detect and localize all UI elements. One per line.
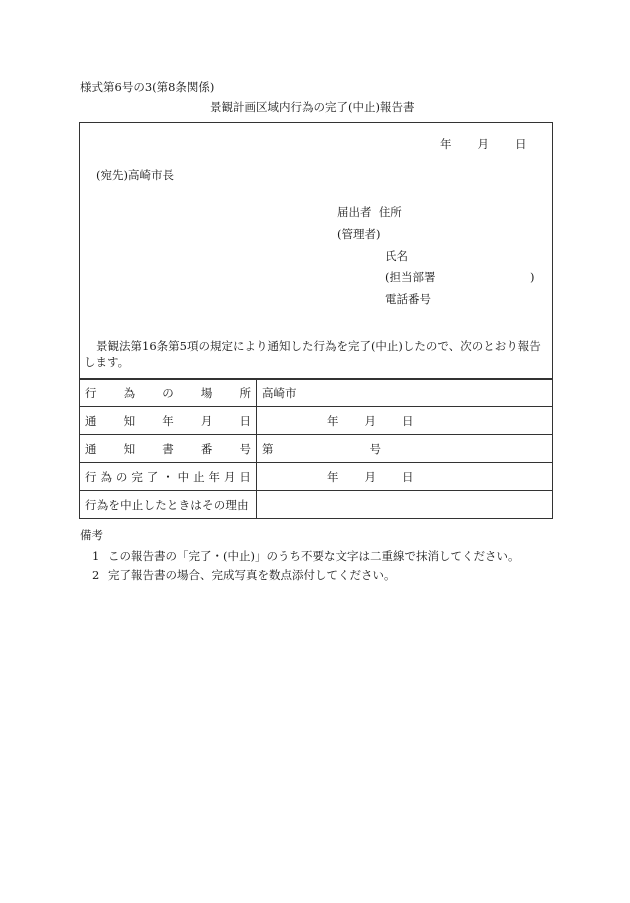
note-item <box>92 570 396 582</box>
document-title: 景観計画区域内行為の完了(中止)報告書 <box>210 100 415 114</box>
table-row <box>80 407 553 435</box>
note-text: この報告書の「完了・(中止)」のうち不要な文字は二重線で抹消してください。 <box>108 549 520 563</box>
table-row <box>80 463 553 491</box>
header-date-day: 日 <box>515 137 527 151</box>
table-row <box>80 491 553 519</box>
details-table <box>79 378 553 519</box>
notes-title: 備考 <box>80 528 103 542</box>
place-value[interactable]: 高崎市 <box>257 379 553 407</box>
note-number: 1 <box>92 549 100 563</box>
reason-value[interactable] <box>257 491 553 519</box>
address-label: 住所 <box>378 205 402 219</box>
form-number: 様式第6号の3(第8条関係) <box>80 80 215 94</box>
phone-label: 電話番号 <box>385 292 431 306</box>
note-number: 2 <box>92 568 100 582</box>
notifier-label: 届出者 <box>337 205 372 219</box>
name-label: 氏名 <box>385 249 408 263</box>
completion-date-label: 行 為 の 完 了 ・ 中 止 年 月 日 <box>80 463 257 491</box>
notice-number-value[interactable]: 第 号 <box>257 435 553 463</box>
table-row <box>80 435 553 463</box>
addressee: (宛先)高崎市長 <box>96 168 174 182</box>
notice-date-label: 通 知 年 月 日 <box>80 407 257 435</box>
notice-date-value[interactable]: 年 月 日 <box>257 407 553 435</box>
header-date-month: 月 <box>477 137 489 151</box>
reason-label: 行為を中止したときはその理由 <box>80 491 257 519</box>
place-label: 行 為 の 場 所 <box>80 379 257 407</box>
department-close: ) <box>530 270 535 284</box>
header-date <box>440 139 527 151</box>
notifier-address-row <box>337 207 402 219</box>
completion-date-value[interactable]: 年 月 日 <box>257 463 553 491</box>
table-row <box>80 379 553 407</box>
manager-label: (管理者) <box>337 227 381 241</box>
department-row <box>385 272 535 284</box>
header-date-year: 年 <box>440 137 452 151</box>
department-label: (担当部署 <box>385 270 436 284</box>
report-statement: 景観法第16条第5項の規定により通知した行為を完了(中止)したので、次のとおり報告します。 <box>84 339 541 369</box>
notice-number-label: 通 知 書 番 号 <box>80 435 257 463</box>
note-item <box>92 551 519 563</box>
note-text: 完了報告書の場合、完成写真を数点添付してください。 <box>108 568 396 582</box>
